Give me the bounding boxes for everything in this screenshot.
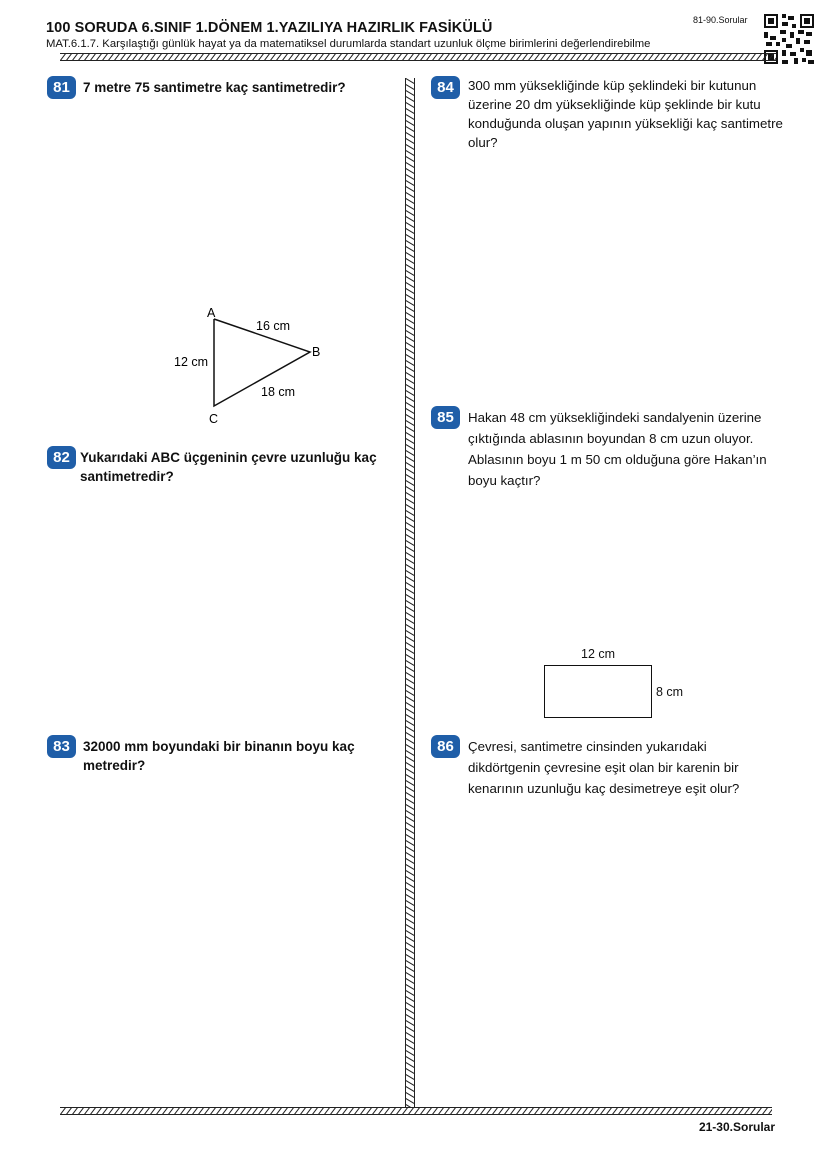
header-rope-divider xyxy=(60,53,776,61)
vertex-a-label: A xyxy=(207,306,216,320)
page-title: 100 SORUDA 6.SINIF 1.DÖNEM 1.YAZILIYA HAZIRLIK FASİKÜLÜ xyxy=(46,20,493,36)
rectangle-height-label: 8 cm xyxy=(656,685,684,699)
learning-objective: MAT.6.1.7. Karşılaştığı günlük hayat ya da matematiksel durumlarda standart uzunluk ölçme birimlerini değerlendirebilme xyxy=(46,38,651,50)
question-number-badge: 85 xyxy=(431,406,460,429)
question-number-badge: 82 xyxy=(47,446,76,469)
question-number-badge: 83 xyxy=(47,735,76,758)
footer-rope-divider xyxy=(60,1107,772,1115)
side-bc-length: 18 cm xyxy=(261,385,296,399)
vertex-c-label: C xyxy=(209,412,219,426)
question-range-label: 81-90.Sorular xyxy=(693,15,748,25)
question-85-text: Hakan 48 cm yüksekliğindeki sandalyenin üzerine çıktığında ablasının boyundan 8 cm uzun oluyor. Ablasının boyu 1 m 50 cm olduğuna göre Hakan’ın boyu kaçtır? xyxy=(468,410,767,488)
column-rope-divider xyxy=(405,78,415,1108)
footer-range-label: 21-30.Sorular xyxy=(698,1120,775,1134)
triangle-abc-figure xyxy=(170,302,330,426)
side-ac-length: 12 cm xyxy=(174,355,209,369)
vertex-b-label: B xyxy=(312,345,321,359)
question-81-text: 7 metre 75 santimetre kaç santimetredir? xyxy=(83,80,346,95)
question-number-badge: 84 xyxy=(431,76,460,99)
rectangle-width-label: 12 cm xyxy=(581,647,616,661)
question-83-text: 32000 mm boyundaki bir binanın boyu kaç metredir? xyxy=(83,739,355,773)
question-82-text: Yukarıdaki ABC üçgeninin çevre uzunluğu kaç santimetredir? xyxy=(80,450,377,484)
question-number-badge: 81 xyxy=(47,76,76,99)
question-number-badge: 86 xyxy=(431,735,460,758)
side-ab-length: 16 cm xyxy=(256,319,291,333)
rectangle-figure xyxy=(544,665,652,718)
question-86-text: Çevresi, santimetre cinsinden yukarıdaki dikdörtgenin çevresine eşit olan bir karenin bir kenarının uzunluğu kaç desimetreye eşit olur? xyxy=(468,739,740,796)
question-84-text: 300 mm yüksekliğinde küp şeklindeki bir kutunun üzerine 20 dm yüksekliğinde küp şeklinde bir kutu konduğunda oluşan yapının yüksekliği kaç santimetre olur? xyxy=(468,78,783,150)
